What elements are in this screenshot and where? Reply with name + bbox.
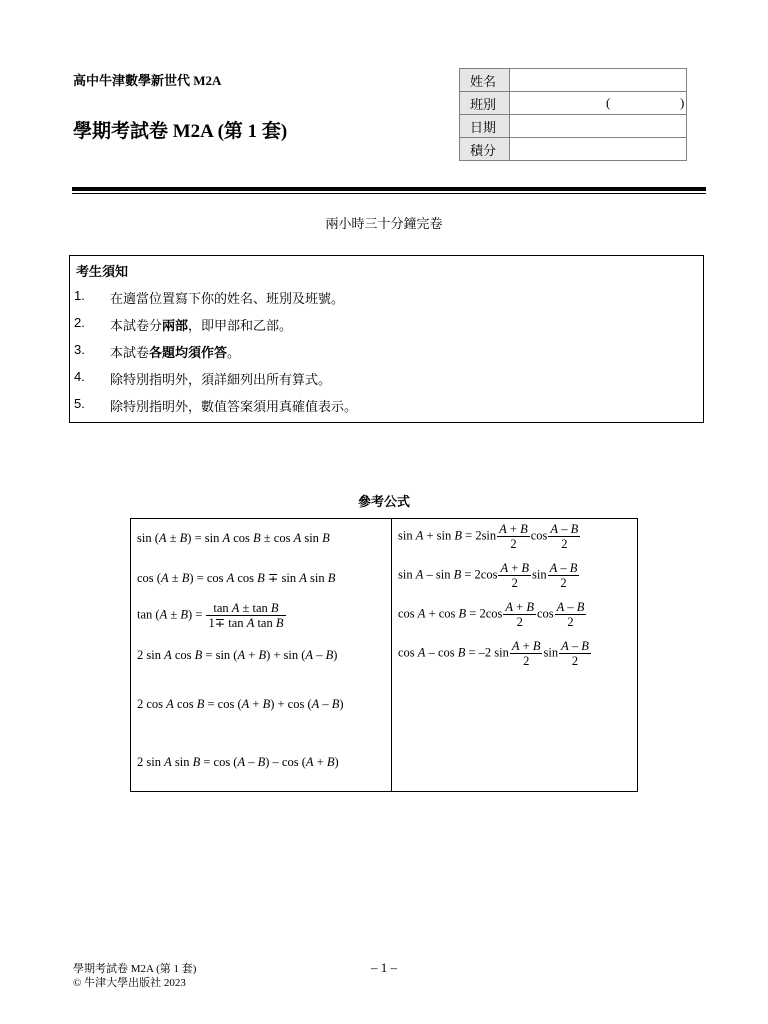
instruction-text: 除特別指明外，須詳細列出所有算式。 <box>110 372 332 387</box>
header-rule-thin <box>72 193 706 194</box>
date-field[interactable] <box>510 115 687 138</box>
instruction-text-bold: 兩部 <box>162 318 189 333</box>
formula-sin-sum: sin (A ± B) = sin A cos B ± cos A sin B <box>137 531 330 545</box>
header-rule-thick <box>72 187 706 191</box>
footer-title: 學期考試卷 M2A (第 1 套) <box>73 963 197 975</box>
formula-cos-sum: cos (A ± B) = cos A cos B ∓ sin A sin B <box>137 571 336 585</box>
duration-text: 兩小時三十分鐘完卷 <box>325 216 443 231</box>
series-name: 高中牛津數學新世代 M2A <box>73 73 222 88</box>
instruction-text: 在適當位置寫下你的姓名、班別及班號。 <box>110 291 345 306</box>
formula-title: 參考公式 <box>357 494 410 509</box>
class-number-close-paren: ) <box>680 95 685 110</box>
formula-table <box>130 518 638 792</box>
score-field[interactable] <box>510 138 687 161</box>
class-field[interactable] <box>510 92 687 115</box>
formula-cos-plus-cos: cos A + cos B = 2cos $\frac{A + B}{2}$ cos $\frac{A - B}{2}$ <box>398 600 585 629</box>
date-label: 日期 <box>460 115 510 138</box>
footer-copyright: © 牛津大學出版社 2023 <box>73 977 186 989</box>
instruction-text-post: ，即甲部和乙部。 <box>188 318 293 333</box>
instruction-text: 除特別指明外，數值答案須用真確值表示。 <box>110 399 358 414</box>
instruction-number: 5. <box>74 396 85 411</box>
formula-sin-plus-sin: sin A + sin B = 2sin $\frac{A + B}{2}$ cos $\frac{A - B}{2}$ <box>398 522 579 551</box>
formula-cos-minus-cos: cos A – cos B = –2 sin $\frac{A + B}{2}$ sin $\frac{A - B}{2}$ <box>398 639 589 668</box>
instruction-text <box>110 315 292 334</box>
class-number-open-paren: ( <box>606 95 611 110</box>
instruction-text-pre: 本試卷分 <box>110 318 163 333</box>
name-label: 姓名 <box>460 69 510 92</box>
exam-title: 學期考試卷 M2A (第 1 套) <box>73 121 288 142</box>
name-field[interactable] <box>510 69 687 92</box>
student-info-table <box>459 68 687 161</box>
instruction-number: 2. <box>74 315 85 330</box>
instruction-number: 4. <box>74 369 85 384</box>
instruction-number: 3. <box>74 342 85 357</box>
formula-2cos-cos: 2 cos A cos B = cos (A + B) + cos (A – B) <box>137 697 344 711</box>
instruction-text-pre: 本試卷 <box>110 345 150 360</box>
instruction-text <box>110 342 240 361</box>
page-number: – 1 – <box>371 960 397 975</box>
instruction-number: 1. <box>74 288 85 303</box>
formula-2sin-sin: 2 sin A sin B = cos (A – B) – cos (A + B) <box>137 755 339 769</box>
score-label: 積分 <box>460 138 510 161</box>
instructions-title: 考生須知 <box>76 264 129 279</box>
instructions-box <box>69 255 704 423</box>
formula-sin-minus-sin: sin A – sin B = 2cos $\frac{A + B}{2}$ sin $\frac{A - B}{2}$ <box>398 561 578 590</box>
formula-table-divider <box>391 519 392 791</box>
class-label: 班別 <box>460 92 510 115</box>
instruction-text-post: 。 <box>227 345 241 360</box>
formula-2sin-cos: 2 sin A cos B = sin (A + B) + sin (A – B) <box>137 648 338 662</box>
formula-tan-sum: tan (A ± B) = $\frac{\text{tan A ± tan B}}{\text{1∓ tan A tan B}}$ <box>137 601 284 630</box>
instruction-text-bold: 各題均須作答 <box>149 345 228 360</box>
